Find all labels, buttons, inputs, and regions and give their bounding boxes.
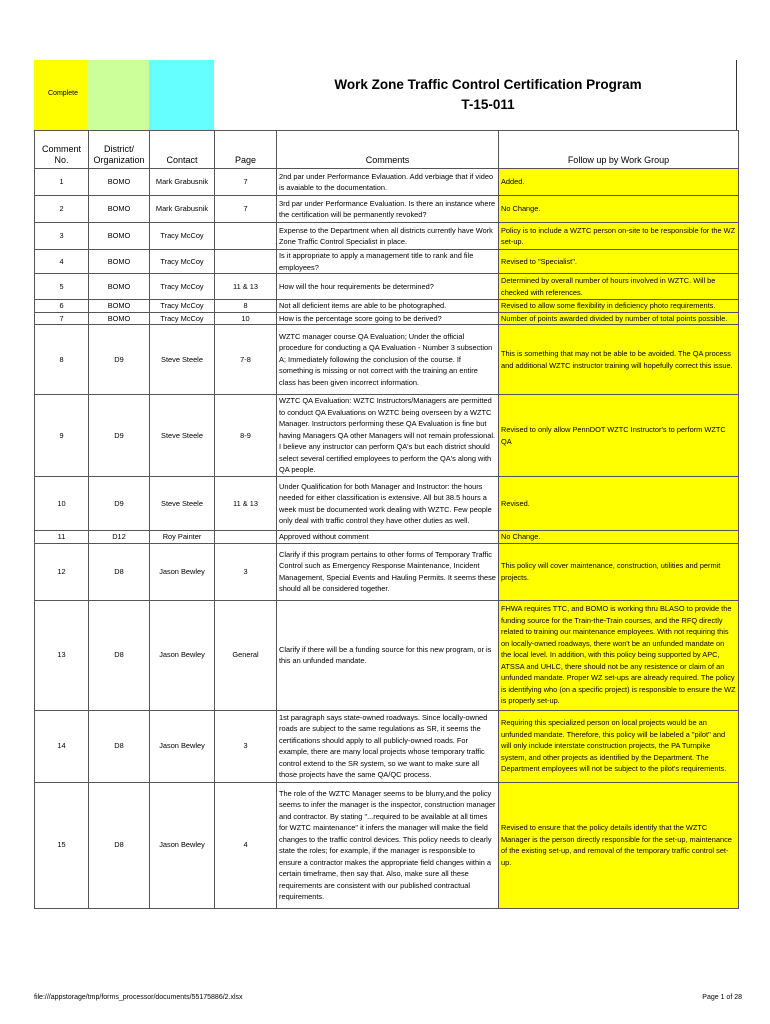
followup: FHWA requires TTC, and BOMO is working thru BLASO to provide the funding source for the Train-the-Train courses, and the RFQ directly related to training our maintenance employees. With not requiring this on locally-owned roadways, there won't be an unfunded mandate on the local level. In addition, with this policy being supported by APC, ATSSA and UHLC, there should not be any resistence or claim of an unfunded mandate. Proper WZ set-ups are already required. The policy is identifying who (on a specific project) is responsible to ensure the WZ is properly set-up. xyxy=(499,600,739,710)
page: 7 xyxy=(215,169,277,196)
table-row xyxy=(35,395,739,477)
table-row xyxy=(35,169,739,196)
comment: 2nd par under Performance Evlauation. Add verbiage that if video is avaiable to the documentation. xyxy=(277,169,499,196)
green-swatch xyxy=(88,60,149,130)
page: 7 xyxy=(215,196,277,223)
page: 8-9 xyxy=(215,395,277,477)
followup: This is something that may not be able to be avoided. The QA process and additional WZTC instructor training will hopefully correct this issue. xyxy=(499,325,739,395)
cyan-swatch xyxy=(149,60,214,130)
header-district: District/ Organization xyxy=(89,131,150,169)
district: BOMO xyxy=(89,196,150,223)
header-comment-no: Comment No. xyxy=(35,131,89,169)
page: 8 xyxy=(215,300,277,313)
comment: Approved without comment xyxy=(277,531,499,544)
comment: Clarify if this program pertains to other forms of Temporary Traffic Control such as Emergency Response Maintenance, Incident Management, Special Events and Hauling Permits. It seems these should all be considered together. xyxy=(277,543,499,600)
followup: Revised. xyxy=(499,477,739,531)
header-row xyxy=(35,131,739,169)
contact: Tracy McCoy xyxy=(150,223,215,250)
comment: Not all deficient items are able to be photographed. xyxy=(277,300,499,313)
header-followup: Follow up by Work Group xyxy=(499,131,739,169)
document-title: Work Zone Traffic Control Certification Program xyxy=(334,77,642,92)
contact: Tracy McCoy xyxy=(150,274,215,300)
page-number: Page 1 of 28 xyxy=(702,994,742,1001)
comment-no: 8 xyxy=(35,325,89,395)
followup: Number of points awarded divided by number of total points possible. xyxy=(499,312,739,325)
district: D12 xyxy=(89,531,150,544)
complete-label: Complete xyxy=(48,90,78,97)
header-page: Page xyxy=(215,131,277,169)
comment-no: 2 xyxy=(35,196,89,223)
comment-no: 3 xyxy=(35,223,89,250)
followup: Revised to only allow PennDOT WZTC Instructor's to perform WZTC QA xyxy=(499,395,739,477)
contact: Steve Steele xyxy=(150,477,215,531)
table-row xyxy=(35,325,739,395)
table-row xyxy=(35,543,739,600)
comment: WZTC QA Evaluation: WZTC Instructors/Managers are permitted to conduct QA Evaluations on WZTC being overseen by a WZTC Manager. Instructors performing these QA Evaluation is fine but having Managers QA other Managers will not remain professional. I believe any instructor can perform QA's but each district should select several certified employees to perform the QA's along with QA people. xyxy=(277,395,499,477)
contact: Steve Steele xyxy=(150,395,215,477)
followup: No Change. xyxy=(499,196,739,223)
district: BOMO xyxy=(89,274,150,300)
comment-no: 15 xyxy=(35,782,89,908)
district: D8 xyxy=(89,710,150,782)
district: BOMO xyxy=(89,300,150,313)
page: 3 xyxy=(215,543,277,600)
table-row xyxy=(35,710,739,782)
comment-no: 1 xyxy=(35,169,89,196)
followup: Revised to allow some flexibility in deficiency photo requirements. xyxy=(499,300,739,313)
table-row xyxy=(35,531,739,544)
comment-no: 9 xyxy=(35,395,89,477)
comment: Under Qualification for both Manager and Instructor: the hours needed for either classification is extensive. All but 38.5 hours a week must be documented work dealing with WZTC. Few people only deal with traffic control they have other duties as well. xyxy=(277,477,499,531)
header-contact: Contact xyxy=(150,131,215,169)
header-comments: Comments xyxy=(277,131,499,169)
table-row xyxy=(35,274,739,300)
comment-no: 12 xyxy=(35,543,89,600)
page: 4 xyxy=(215,782,277,908)
table-row xyxy=(35,196,739,223)
comment: Clarify if there will be a funding source for this new program, or is this an unfunded mandate. xyxy=(277,600,499,710)
contact: Mark Grabusnik xyxy=(150,169,215,196)
contact: Tracy McCoy xyxy=(150,250,215,274)
followup: Revised to "Specialist". xyxy=(499,250,739,274)
comment-no: 7 xyxy=(35,312,89,325)
contact: Jason Bewley xyxy=(150,782,215,908)
contact: Mark Grabusnik xyxy=(150,196,215,223)
comment: 1st paragraph says state-owned roadways. Since locally-owned roads are subject to the same regulations as SR, it seems the certifications should apply to all publicly-owned roads. For example, there are many local projects whose temporary traffic control extend to the SR system, so we want to make sure all those projects have the same QA/QC process. xyxy=(277,710,499,782)
comment-no: 14 xyxy=(35,710,89,782)
comment-no: 4 xyxy=(35,250,89,274)
comment: How will the hour requirements be determined? xyxy=(277,274,499,300)
followup: Revised to ensure that the policy details identify that the WZTC Manager is the person directly responsible for the set-up, maintenance of the existing set-up, and removal of the temporary traffic control set-up. xyxy=(499,782,739,908)
table-row xyxy=(35,312,739,325)
comment: How is the percentage score going to be derived? xyxy=(277,312,499,325)
page: 7-8 xyxy=(215,325,277,395)
comment: WZTC manager course QA Evaluation; Under the official procedure for conducting a QA Evaluation - Number 3 subsection A; Immediately following the conclusion of the course. If something is missing or not correct with the training an entire class has been given incorrect information. xyxy=(277,325,499,395)
district: D8 xyxy=(89,782,150,908)
followup: Determined by overall number of hours involved in WZTC. Will be checked with references. xyxy=(499,274,739,300)
comment-no: 6 xyxy=(35,300,89,313)
contact: Roy Painter xyxy=(150,531,215,544)
page: 3 xyxy=(215,710,277,782)
page xyxy=(215,531,277,544)
comment-no: 10 xyxy=(35,477,89,531)
followup: Added. xyxy=(499,169,739,196)
contact: Steve Steele xyxy=(150,325,215,395)
table-row xyxy=(35,300,739,313)
comment-no: 5 xyxy=(35,274,89,300)
district: BOMO xyxy=(89,250,150,274)
comment: The role of the WZTC Manager seems to be blurry,and the policy seems to infer the manager is the inspector, construction manager and contractor. By stating "...required to be available at all times for WZTC maintenance" it infers the manager will make the field changes to the traffic control devices. This policy needs to clearly state the roles; for example, if the manager is responsible to ensure a contractor makes the appropriate field changes within a certain timeframe, then say that. Also, make sure all these requirements are consistent with our published contractual requirements. xyxy=(277,782,499,908)
district: D9 xyxy=(89,325,150,395)
district: BOMO xyxy=(89,223,150,250)
comment-no: 11 xyxy=(35,531,89,544)
table-row xyxy=(35,477,739,531)
district: D8 xyxy=(89,600,150,710)
district: D9 xyxy=(89,395,150,477)
complete-swatch xyxy=(34,60,88,130)
contact: Jason Bewley xyxy=(150,710,215,782)
district: BOMO xyxy=(89,312,150,325)
comment: Expense to the Department when all districts currently have Work Zone Traffic Control Specialist in place. xyxy=(277,223,499,250)
comment: 3rd par under Performance Evaluation. Is there an instance where the certification will be permanently revoked? xyxy=(277,196,499,223)
page: General xyxy=(215,600,277,710)
comment: Is it appropriate to apply a management title to rank and file employees? xyxy=(277,250,499,274)
document-number: T-15-011 xyxy=(461,97,515,112)
followup: Policy is to include a WZTC person on-site to be responsible for the WZ set-up. xyxy=(499,223,739,250)
page xyxy=(215,250,277,274)
followup: This policy will cover maintenance, construction, utilities and permit projects. xyxy=(499,543,739,600)
table-row xyxy=(35,250,739,274)
comment-no: 13 xyxy=(35,600,89,710)
contact: Tracy McCoy xyxy=(150,312,215,325)
contact: Jason Bewley xyxy=(150,543,215,600)
page xyxy=(215,223,277,250)
table-row xyxy=(35,600,739,710)
page: 11 & 13 xyxy=(215,274,277,300)
district: D8 xyxy=(89,543,150,600)
file-path: file:///appstorage/tmp/forms_processor/documents/55175886/2.xlsx xyxy=(34,994,243,1001)
table-row xyxy=(35,223,739,250)
contact: Tracy McCoy xyxy=(150,300,215,313)
district: D9 xyxy=(89,477,150,531)
comments-table xyxy=(34,130,739,909)
page: 11 & 13 xyxy=(215,477,277,531)
table-row xyxy=(35,782,739,908)
district: BOMO xyxy=(89,169,150,196)
followup: Requiring this specialized person on local projects would be an unfunded mandate. Therefore, this policy will be labeled a "pilot" and will only include interstate construction projects, the PA Turnpike system, and other projects as identified by the Department. The Department employees will not be subject to the pilot's requirements. xyxy=(499,710,739,782)
contact: Jason Bewley xyxy=(150,600,215,710)
followup: No Change. xyxy=(499,531,739,544)
page: 10 xyxy=(215,312,277,325)
